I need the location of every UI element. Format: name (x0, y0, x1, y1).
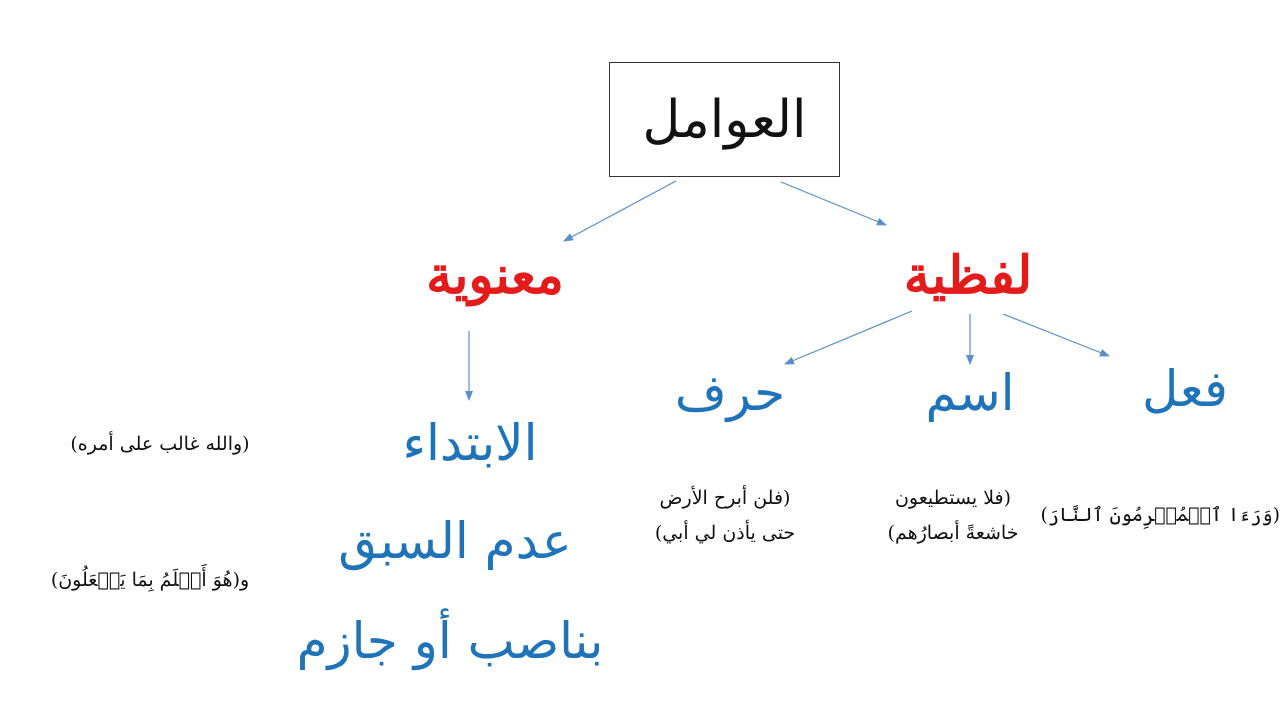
example-ism-line-2: خاشعةً أبصارُهم) (887, 522, 1019, 545)
node-ibtida: الابتداء (402, 414, 538, 472)
node-fiil: فعل (1142, 360, 1228, 418)
example-ism-line-1: (فلا يستطيعون (894, 487, 1012, 509)
example-adam-sabq: و(هُوَ أَعۡلَمُ بِمَا يَفۡعَلُونَ) (50, 569, 250, 591)
example-harf-line-2: حتى يأذن لي أبي) (654, 522, 796, 545)
example-fiil (1040, 498, 1280, 533)
example-harf-line-1: (فلن أبرح الأرض (659, 487, 791, 509)
example-ism (858, 481, 1048, 551)
node-adam-sabq: عدم السبق (338, 512, 572, 570)
node-harf: حرف (674, 364, 786, 422)
arrow-lafziya-to-fiil (1003, 314, 1109, 356)
root-node-box (609, 62, 840, 177)
example-fiil-line-1: (وَرَءَا ٱلۡمُجۡرِمُونَ ٱلنَّارَ) (1040, 504, 1280, 526)
arrow-lafziya-to-harf (785, 311, 912, 364)
branch-manawiya: معنوية (426, 245, 564, 306)
node-nasib-jazim: بناصب أو جازم (296, 612, 604, 670)
branch-lafziya: لفظية (903, 245, 1033, 306)
root-node-label: العوامل (642, 89, 807, 150)
arrow-root-to-lafziya (781, 182, 886, 225)
node-ism: اسم (925, 364, 1015, 422)
example-ibtida: (والله غالب على أمره) (70, 433, 250, 455)
arrow-root-to-manawiya (564, 181, 676, 241)
example-harf (625, 481, 825, 551)
